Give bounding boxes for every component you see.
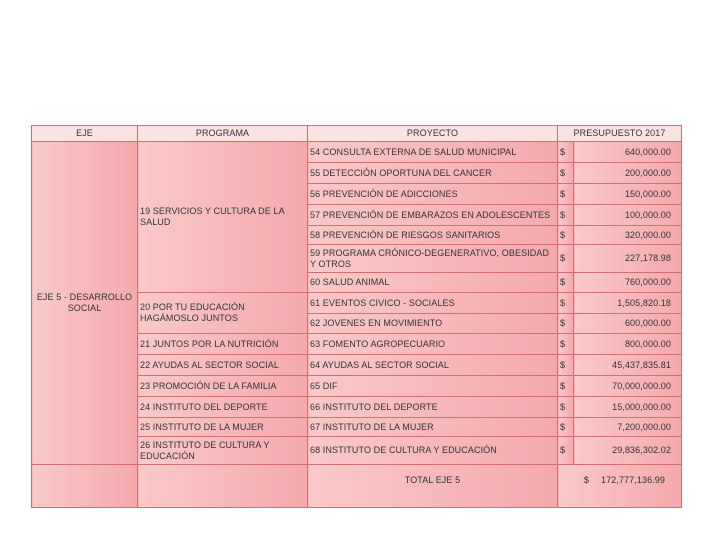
program-cell: 22 AYUDAS AL SECTOR SOCIAL xyxy=(138,355,308,376)
total-amount-cell xyxy=(558,465,682,508)
project-cell: 68 INSTITUTO DE CULTURA Y EDUCACIÓN xyxy=(308,437,558,465)
project-cell: 54 CONSULTA EXTERNA DE SALUD MUNICIPAL xyxy=(308,142,558,163)
header-presupuesto: PRESUPUESTO 2017 xyxy=(558,126,682,142)
currency-symbol: $ xyxy=(558,205,574,226)
project-cell: 60 SALUD ANIMAL xyxy=(308,273,558,293)
amount-cell: 7,200,000.00 xyxy=(574,418,682,437)
amount-cell: 29,836,302.02 xyxy=(574,437,682,465)
amount-cell: 45,437,835.81 xyxy=(574,355,682,376)
amount-cell: 1,505,820.18 xyxy=(574,293,682,314)
program-cell: 20 POR TU EDUCACIÓN HAGÁMOSLO JUNTOS xyxy=(138,293,308,334)
amount-cell: 15,000,000.00 xyxy=(574,397,682,418)
project-cell: 55 DETECCIÓN OPORTUNA DEL CANCER xyxy=(308,163,558,184)
currency-symbol: $ xyxy=(558,245,574,273)
header-row xyxy=(32,126,682,142)
header-eje: EJE xyxy=(32,126,138,142)
program-cell: 25 INSTITUTO DE LA MUJER xyxy=(138,418,308,437)
currency-symbol: $ xyxy=(583,475,590,485)
program-cell: 23 PROMOCIÓN DE LA FAMILIA xyxy=(138,376,308,397)
amount-cell: 600,000.00 xyxy=(574,314,682,334)
eje-cell: EJE 5 - DESARROLLO SOCIAL xyxy=(32,142,138,465)
currency-symbol: $ xyxy=(558,376,574,397)
total-row xyxy=(32,465,682,508)
currency-symbol: $ xyxy=(558,184,574,205)
currency-symbol: $ xyxy=(558,273,574,293)
currency-symbol: $ xyxy=(558,397,574,418)
currency-symbol: $ xyxy=(558,293,574,314)
project-cell: 57 PREVENCIÓN DE EMBARAZOS EN ADOLESCENTES xyxy=(308,205,558,226)
project-cell: 63 FOMENTO AGROPECUARIO xyxy=(308,334,558,355)
project-cell: 64 AYUDAS AL SECTOR SOCIAL xyxy=(308,355,558,376)
total-label: TOTAL EJE 5 xyxy=(308,465,558,508)
project-cell: 58 PREVENCIÓN DE RIESGOS SANITARIOS xyxy=(308,226,558,245)
currency-symbol: $ xyxy=(558,355,574,376)
currency-symbol: $ xyxy=(558,334,574,355)
currency-symbol: $ xyxy=(558,437,574,465)
project-cell: 62 JOVENES EN MOVIMIENTO xyxy=(308,314,558,334)
amount-cell: 150,000.00 xyxy=(574,184,682,205)
amount-cell: 640,000.00 xyxy=(574,142,682,163)
project-cell: 66 INSTITUTO DEL DEPORTE xyxy=(308,397,558,418)
amount-cell: 320,000.00 xyxy=(574,226,682,245)
program-cell: 26 INSTITUTO DE CULTURA Y EDUCACIÓN xyxy=(138,437,308,465)
table-row xyxy=(32,142,682,163)
currency-symbol: $ xyxy=(558,163,574,184)
header-proyecto: PROYECTO xyxy=(308,126,558,142)
amount-cell: 200,000.00 xyxy=(574,163,682,184)
amount-cell: 100,000.00 xyxy=(574,205,682,226)
amount-cell: 227,178.98 xyxy=(574,245,682,273)
empty-cell xyxy=(138,465,308,508)
empty-cell xyxy=(32,465,138,508)
amount-cell: 800,000.00 xyxy=(574,334,682,355)
amount-cell: 70,000,000.00 xyxy=(574,376,682,397)
budget-table xyxy=(31,125,682,508)
project-cell: 59 PROGRAMA CRÓNICO-DEGENERATIVO, OBESIDAD Y OTROS xyxy=(308,245,558,273)
currency-symbol: $ xyxy=(558,226,574,245)
program-cell: 19 SERVICIOS Y CULTURA DE LA SALUD xyxy=(138,142,308,293)
program-cell: 24 INSTITUTO DEL DEPORTE xyxy=(138,397,308,418)
project-cell: 65 DIF xyxy=(308,376,558,397)
currency-symbol: $ xyxy=(558,418,574,437)
currency-symbol: $ xyxy=(558,314,574,334)
currency-symbol: $ xyxy=(558,142,574,163)
project-cell: 56 PREVENCIÓN DE ADICCIONES xyxy=(308,184,558,205)
project-cell: 61 EVENTOS CIVICO - SOCIALES xyxy=(308,293,558,314)
total-amount: 172,777,136.99 xyxy=(601,475,665,485)
header-programa: PROGRAMA xyxy=(138,126,308,142)
project-cell: 67 INSTITUTO DE LA MUJER xyxy=(308,418,558,437)
amount-cell: 760,000.00 xyxy=(574,273,682,293)
program-cell: 21 JUNTOS POR LA NUTRICIÓN xyxy=(138,334,308,355)
